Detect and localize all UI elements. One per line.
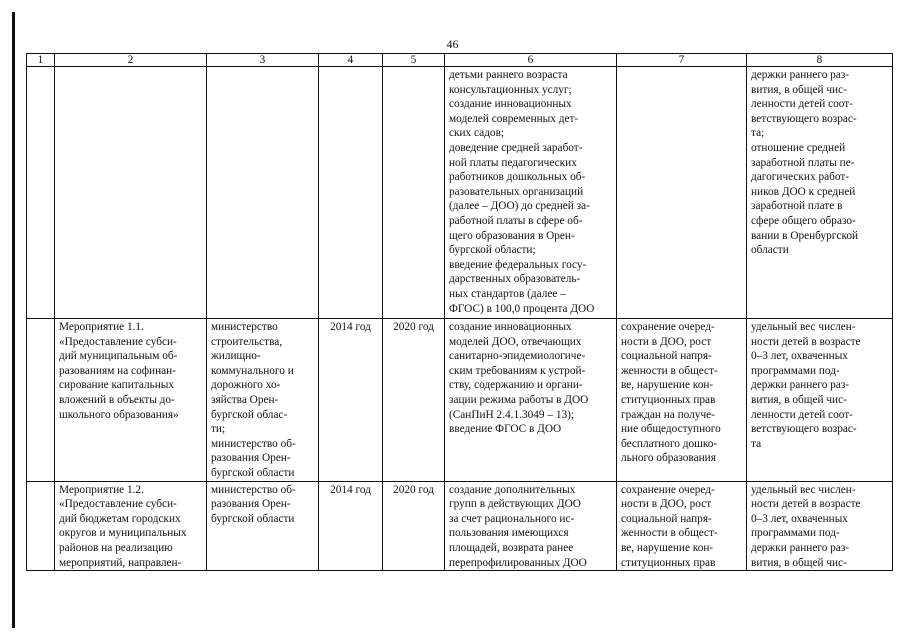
binding-edge-line	[12, 12, 15, 628]
cell-activity-name: Мероприятие 1.2. «Предоставление субси- дий бюджетам городских округов и муниципальных районов на реализацию мероприятий, направлен-	[55, 481, 207, 571]
column-number: 4	[319, 54, 383, 67]
cell-start-year	[319, 67, 383, 319]
cell-expected-result: создание инновационных моделей ДОО, отвечающих санитарно-эпидемиологиче- ским требованиям к устрой- ству, содержанию и органи- зации режима работы в ДОО (СанПиН 2.4.1.3049 – 13); введение ФГОС в ДОО	[445, 319, 617, 482]
column-number: 8	[747, 54, 893, 67]
cell-end-year: 2020 год	[383, 319, 445, 482]
table-row-activity-1-1	[27, 319, 893, 482]
cell-expected-result: детьми раннего возраста консультационных услуг; создание инновационных моделей современных дет- ских садов; доведение средней заработ- ной платы педагогических работников дошкольных об- разовательных организаций (далее – ДОО) до средней за- работной платы в сфере об- щего образования в Орен- бургской области; введение федеральных госу- дарственных образователь- ных стандартов (далее – ФГОС) в 100,0 процента ДОО	[445, 67, 617, 319]
cell-number	[27, 67, 55, 319]
column-number: 6	[445, 54, 617, 67]
table-row-continuation	[27, 67, 893, 319]
column-number-row	[27, 54, 893, 67]
column-number: 1	[27, 54, 55, 67]
cell-end-year	[383, 67, 445, 319]
page-number: 46	[446, 37, 459, 51]
cell-number	[27, 481, 55, 571]
cell-start-year: 2014 год	[319, 481, 383, 571]
cell-responsible-executor: министерство строительства, жилищно- коммунального и дорожного хо- зяйства Орен- бургской облас- ти; министерство об- разования Орен- бургской области	[207, 319, 319, 482]
cell-expected-result: создание дополнительных групп в действующих ДОО за счет рационального ис- пользования имеющихся площадей, возврата ранее перепрофилированных ДОО	[445, 481, 617, 571]
cell-activity-name: Мероприятие 1.1. «Предоставление субси- дий муниципальным об- разованиям на софинан- сирование капитальных вложений в объекты до- школьного образования»	[55, 319, 207, 482]
cell-number	[27, 319, 55, 482]
program-activities-table	[26, 53, 893, 571]
column-number: 2	[55, 54, 207, 67]
cell-indicator: удельный вес числен- ности детей в возрасте 0–3 лет, охваченных программами под- держки раннего раз- вития, в общей чис- ленности детей соот- ветствующего возрас- та	[747, 319, 893, 482]
column-number: 7	[617, 54, 747, 67]
cell-indicator: держки раннего раз- вития, в общей чис- ленности детей соот- ветствующего возрас- та; отношение средней заработной платы пе- дагогических работ- ников ДОО к средней заработной плате в сфере общего образо- вании в Оренбургской области	[747, 67, 893, 319]
cell-end-year: 2020 год	[383, 481, 445, 571]
cell-indicator: удельный вес числен- ности детей в возрасте 0–3 лет, охваченных программами под- держки раннего раз- вития, в общей чис-	[747, 481, 893, 571]
cell-consequences	[617, 67, 747, 319]
cell-responsible-executor	[207, 67, 319, 319]
cell-responsible-executor: министерство об- разования Орен- бургской области	[207, 481, 319, 571]
column-number: 3	[207, 54, 319, 67]
table-row-activity-1-2	[27, 481, 893, 571]
column-number: 5	[383, 54, 445, 67]
cell-start-year: 2014 год	[319, 319, 383, 482]
cell-activity-name	[55, 67, 207, 319]
cell-consequences: сохранение очеред- ности в ДОО, рост социальной напря- женности в общест- ве, нарушение кон- ституционных прав граждан на получе- ние общедоступного бесплатного дошко- льного образования	[617, 319, 747, 482]
cell-consequences: сохранение очеред- ности в ДОО, рост социальной напря- женности в общест- ве, нарушение кон- ституционных прав	[617, 481, 747, 571]
